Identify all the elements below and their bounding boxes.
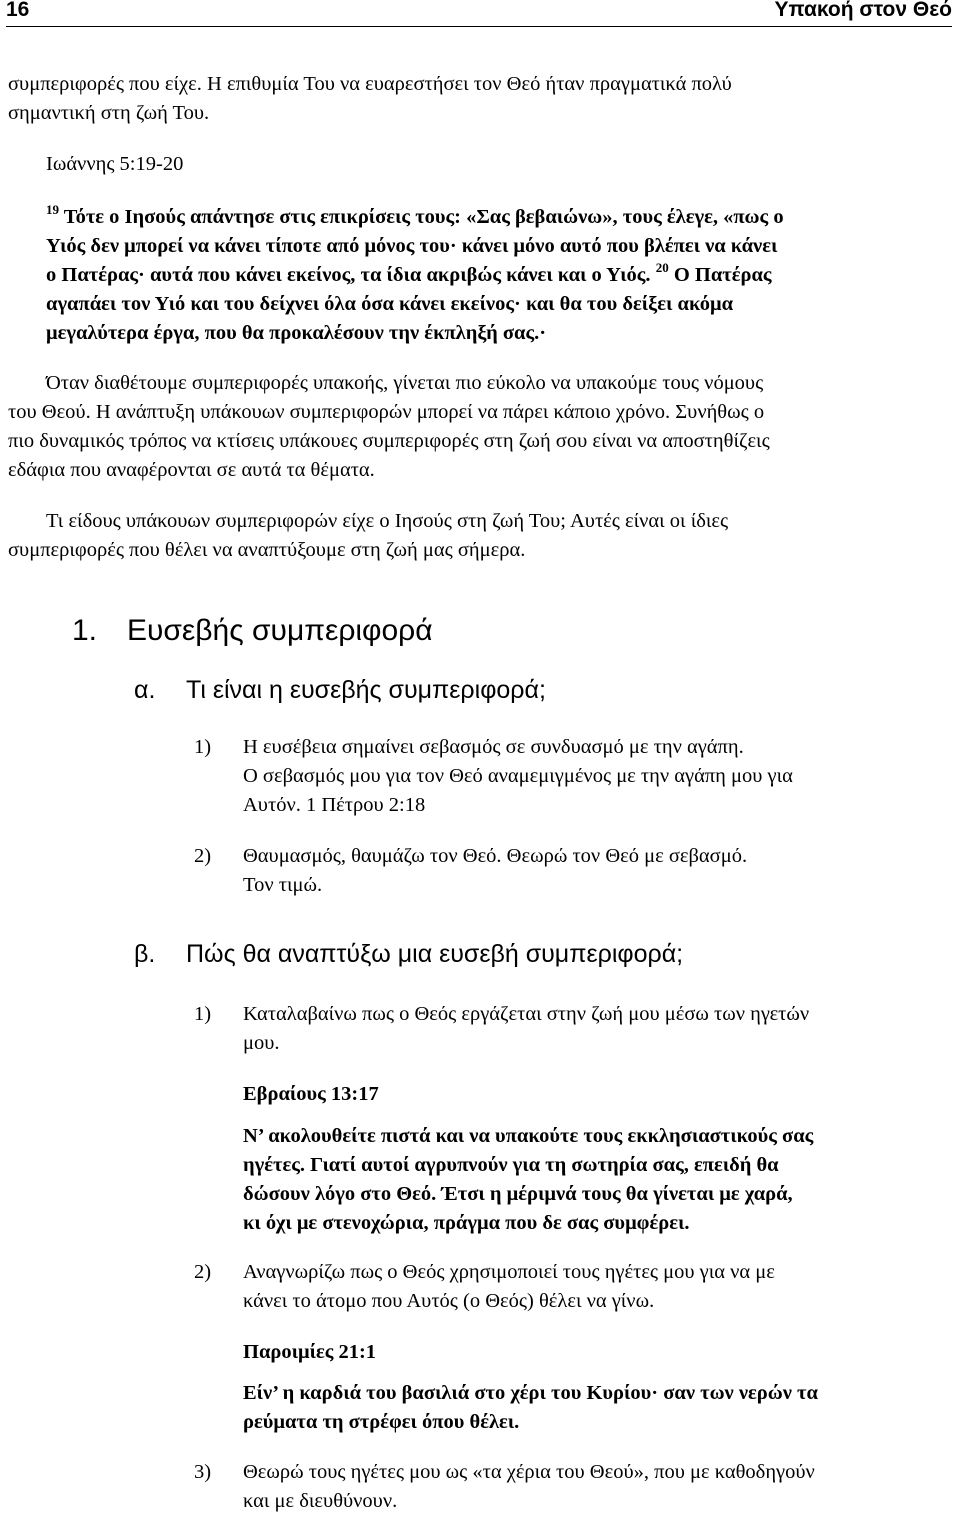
section-heading: 1. Ευσεβής συμπεριφορά — [72, 614, 433, 647]
scripture-ref-proverbs: Παροιμίες 21:1 — [243, 1341, 377, 1363]
intro-paragraph: συμπεριφορές που είχε. Η επιθυμία Του να ευαρεστήσει τον Θεό ήταν πραγματικά πολύ σημαντική στη ζωή Του. — [8, 73, 732, 124]
body-paragraph-2: Τι είδους υπάκουων συμπεριφορών είχε ο Ιησούς στη ζωή Του; Αυτές είναι οι ίδιες συμπεριφορές που θέλει να αναπτύξουμε στη ζωή μας σήμερα. — [8, 510, 729, 561]
running-title: Υπακοή στον Θεό — [774, 0, 952, 21]
page-number: 16 — [6, 0, 30, 21]
scripture-ref-john: Ιωάννης 5:19-20 — [46, 153, 184, 175]
page-header — [6, 0, 952, 27]
verse-number: 19 — [46, 202, 59, 217]
subsection-heading-a: α. Τι είναι η ευσεβής συμπεριφορά; — [134, 676, 546, 704]
subsection-heading-b: β. Πώς θα αναπτύξω μια ευσεβή συμπεριφορά; — [134, 940, 684, 968]
scripture-passage-john: $^{19}$ Τότε ο Ιησούς απάντησε στις επικρίσεις τους: «Σας βεβαιώνω», τους έλεγε, «πως ο Υιός δεν μπορεί να κάνει τίποτε από μόνος του· κάνει μόνο αυτό που βλέπει να κάνει ο Πατέρας· αυτά που κάνει εκείνος, τα ίδια ακριβώς κάνει και ο Υιός. $^{20}$ Ο Πατέρας αγαπάει τον Υιό και του δείχνει όλα όσα κάνει εκείνος· και θα του δείξει ακόμα μεγαλύτερα έργα, που θα προκαλέσουν την έκπληξή σας.· — [46, 202, 784, 344]
body-paragraph-1: Όταν διαθέτουμε συμπεριφορές υπακοής, γίνεται πιο εύκολο να υπακούμε τους νόμους του Θεού. Η ανάπτυξη υπάκουων συμπεριφορών μπορεί να πάρει κάποιο χρόνο. Συνήθως ο πιο δυναμικός τρόπος να κτίσεις υπάκουες συμπεριφορές στη ζωή σου είναι να αποστηθίζεις εδάφια που αναφέρονται σε αυτά τα θέματα. — [8, 372, 770, 481]
verse-number: 20 — [655, 260, 669, 275]
scripture-passage-hebrews: Ν’ ακολουθείτε πιστά και να υπακούτε τους εκκλησιαστικούς σας ηγέτες. Γιατί αυτοί αγρυπνούν για τη σωτηρία σας, επειδή θα δώσουν λόγο στο Θεό. Έτσι η μέριμνά τους θα γίνεται με χαρά, κι όχι με στενοχώρια, πράγμα που δε σας συμφέρει. — [243, 1125, 814, 1234]
scripture-passage-proverbs: Είν’ η καρδιά του βασιλιά στο χέρι του Κυρίου· σαν των νερών τα ρεύματα τη στρέφει όπου θέλει. — [243, 1382, 818, 1433]
scripture-ref-hebrews: Εβραίους 13:17 — [243, 1083, 379, 1105]
